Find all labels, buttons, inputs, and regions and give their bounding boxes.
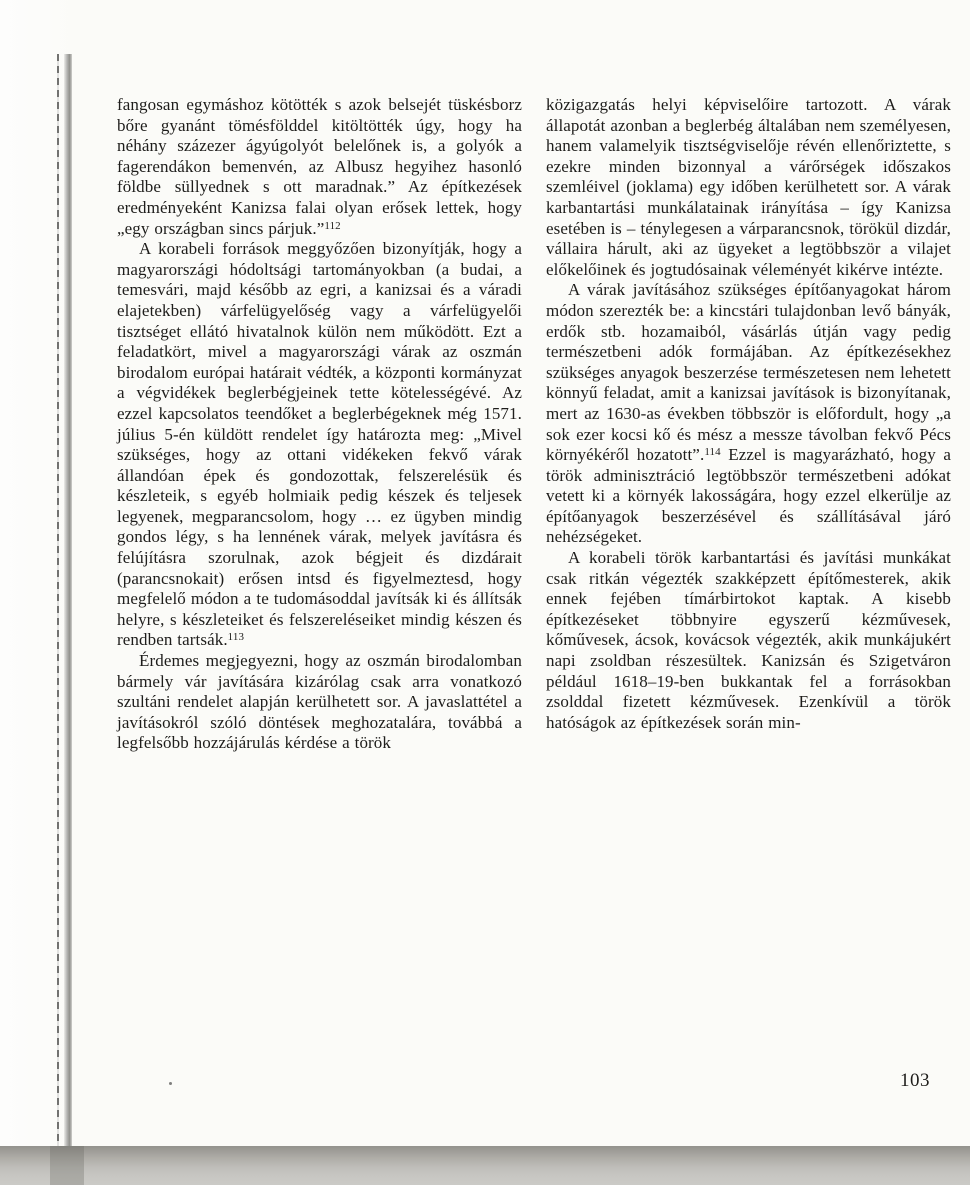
paragraph: közigazgatás helyi képviselőire tartozott. A várak állapotát azonban a beglerbég általában nem személyesen, hanem valamelyik tisztségviselője révén ellenőriztette, s ezekre minden bizonnyal a várőrségek időszakos szemléivel (joklama) egy időben kerülhetett sor. A várak karbantartási munkálatainak irányítása – így Kanizsa esetében is – ténylegesen a várparancsnok, törökül dizdár, vállaira hárult, aki az ügyeket a legtöbbször a vilajet előkelőinek és jogtudósainak véleményét kikérve intézte. (546, 95, 951, 279)
footnote-marker: 112 (324, 219, 341, 232)
text-column-right (546, 95, 951, 754)
paragraph: A korabeli török karbantartási és javítási munkákat csak ritkán végezték szakképzett építőmesterek, akik ennek fejében tímárbirtokot kaptak. A kisebb építkezéseket többnyire egyszerű kézművesek, kőművesek, ácsok, kovácsok végezték, akik munkájukért napi zsoldban részesültek. Kanizsán és Szigetváron például 1618–19-ben bukkantak fel a forrásokban zsolddal fizetett kézművesek. Ezenkívül a török hatóságok az építkezések során min- (546, 548, 951, 732)
paragraph: fangosan egymáshoz kötötték s azok belsejét tüskésborz bőre gyanánt tömésfölddel kitöltötték úgy, hogy ha néhány százezer ágyúgolyót belelőnek is, a golyók a fagerendákon bemenvén, az Albusz hegyihez hasonló földbe süllyednek s ott maradnak.” Az építkezések eredményeként Kanizsa falai olyan erősek lettek, hogy „egy országban sincs párjuk.”$^{112}$ (117, 95, 522, 238)
footnote-marker: 114 (704, 446, 721, 459)
scan-bottom-band (0, 1146, 970, 1185)
text-body (117, 95, 951, 754)
scan-speck (169, 1082, 172, 1085)
paragraph: Érdemes megjegyezni, hogy az oszmán birodalomban bármely vár javítására kizárólag csak arra vonatkozó szultáni rendelet alapján kerülhetett sor. A javaslattétel a javításokról szóló döntések meghozatalára, továbbá a legfelsőbb hozzájárulás kérdése a török (117, 651, 522, 753)
binding-edge-dashed-line (57, 54, 59, 1146)
footnote-marker: 113 (227, 631, 245, 644)
binding-edge-line (64, 54, 72, 1146)
page-number: 103 (900, 1070, 930, 1091)
paragraph: A korabeli források meggyőzően bizonyítják, hogy a magyarországi hódoltsági tartományokban (a budai, a temesvári, majd később az egri, a kanizsai és a váradi elajetekben) várfelügyelőség vagy a várfelügyelői tisztséget ellátó hivatalnok külön nem működött. Ezt a feladatkört, mivel a magyarországi várak az oszmán birodalom európai határait védték, a központi kormányzat a végvidékek beglerbégjeinek tette kötelességévé. Az ezzel kapcsolatos teendőket a beglerbégeknek még 1571. július 5-én küldött rendelet így határozta meg: „Mivel szükséges, hogy az ottani vidékeken fekvő várak állandóan épek és gondozottak, felszerelésük és készleteik, s egyéb holmiaik pedig készek és teljesek legyenek, megparancsolom, hogy … ez ügyben mindig gondos légy, s ha lennének várak, melyek javításra és felújításra szorulnak, azok bégjeit és dizdárait (parancsnokait) erősen intsd és figyelmeztesd, hogy megfelelő módon a te tudomásoddal javítsák ki és állítsák helyre, s készleteiket és felszereléseiket mindig készen és rendben tartsák.$^{113}$ (117, 239, 522, 650)
paragraph: A várak javításához szükséges építőanyagokat három módon szerezték be: a kincstári tulajdonban levő bányák, erdők stb. hozamaiból, vásárlás útján vagy pedig természetbeni adók formájában. Az építkezésekhez szükséges anyagok beszerzése természetesen nem lehetett könnyű feladat, amit a kanizsai javítások is bizonyítanak, mert az 1630-as években többször is előfordult, hogy „a sok ezer kocsi kő és mész a messze távolban fekvő Pécs környékéről hozatott”.$^{114}$ Ezzel is magyarázható, hogy a török adminisztráció legtöbbször természetbeni adókat vetett ki a környék lakosságára, hogy ezzel elkerülje az építőanyagok beszerzésével és szállításával járó nehézségeket. (546, 280, 951, 547)
text-column-left (117, 95, 522, 754)
scan-bottom-band-shadow (50, 1146, 84, 1185)
